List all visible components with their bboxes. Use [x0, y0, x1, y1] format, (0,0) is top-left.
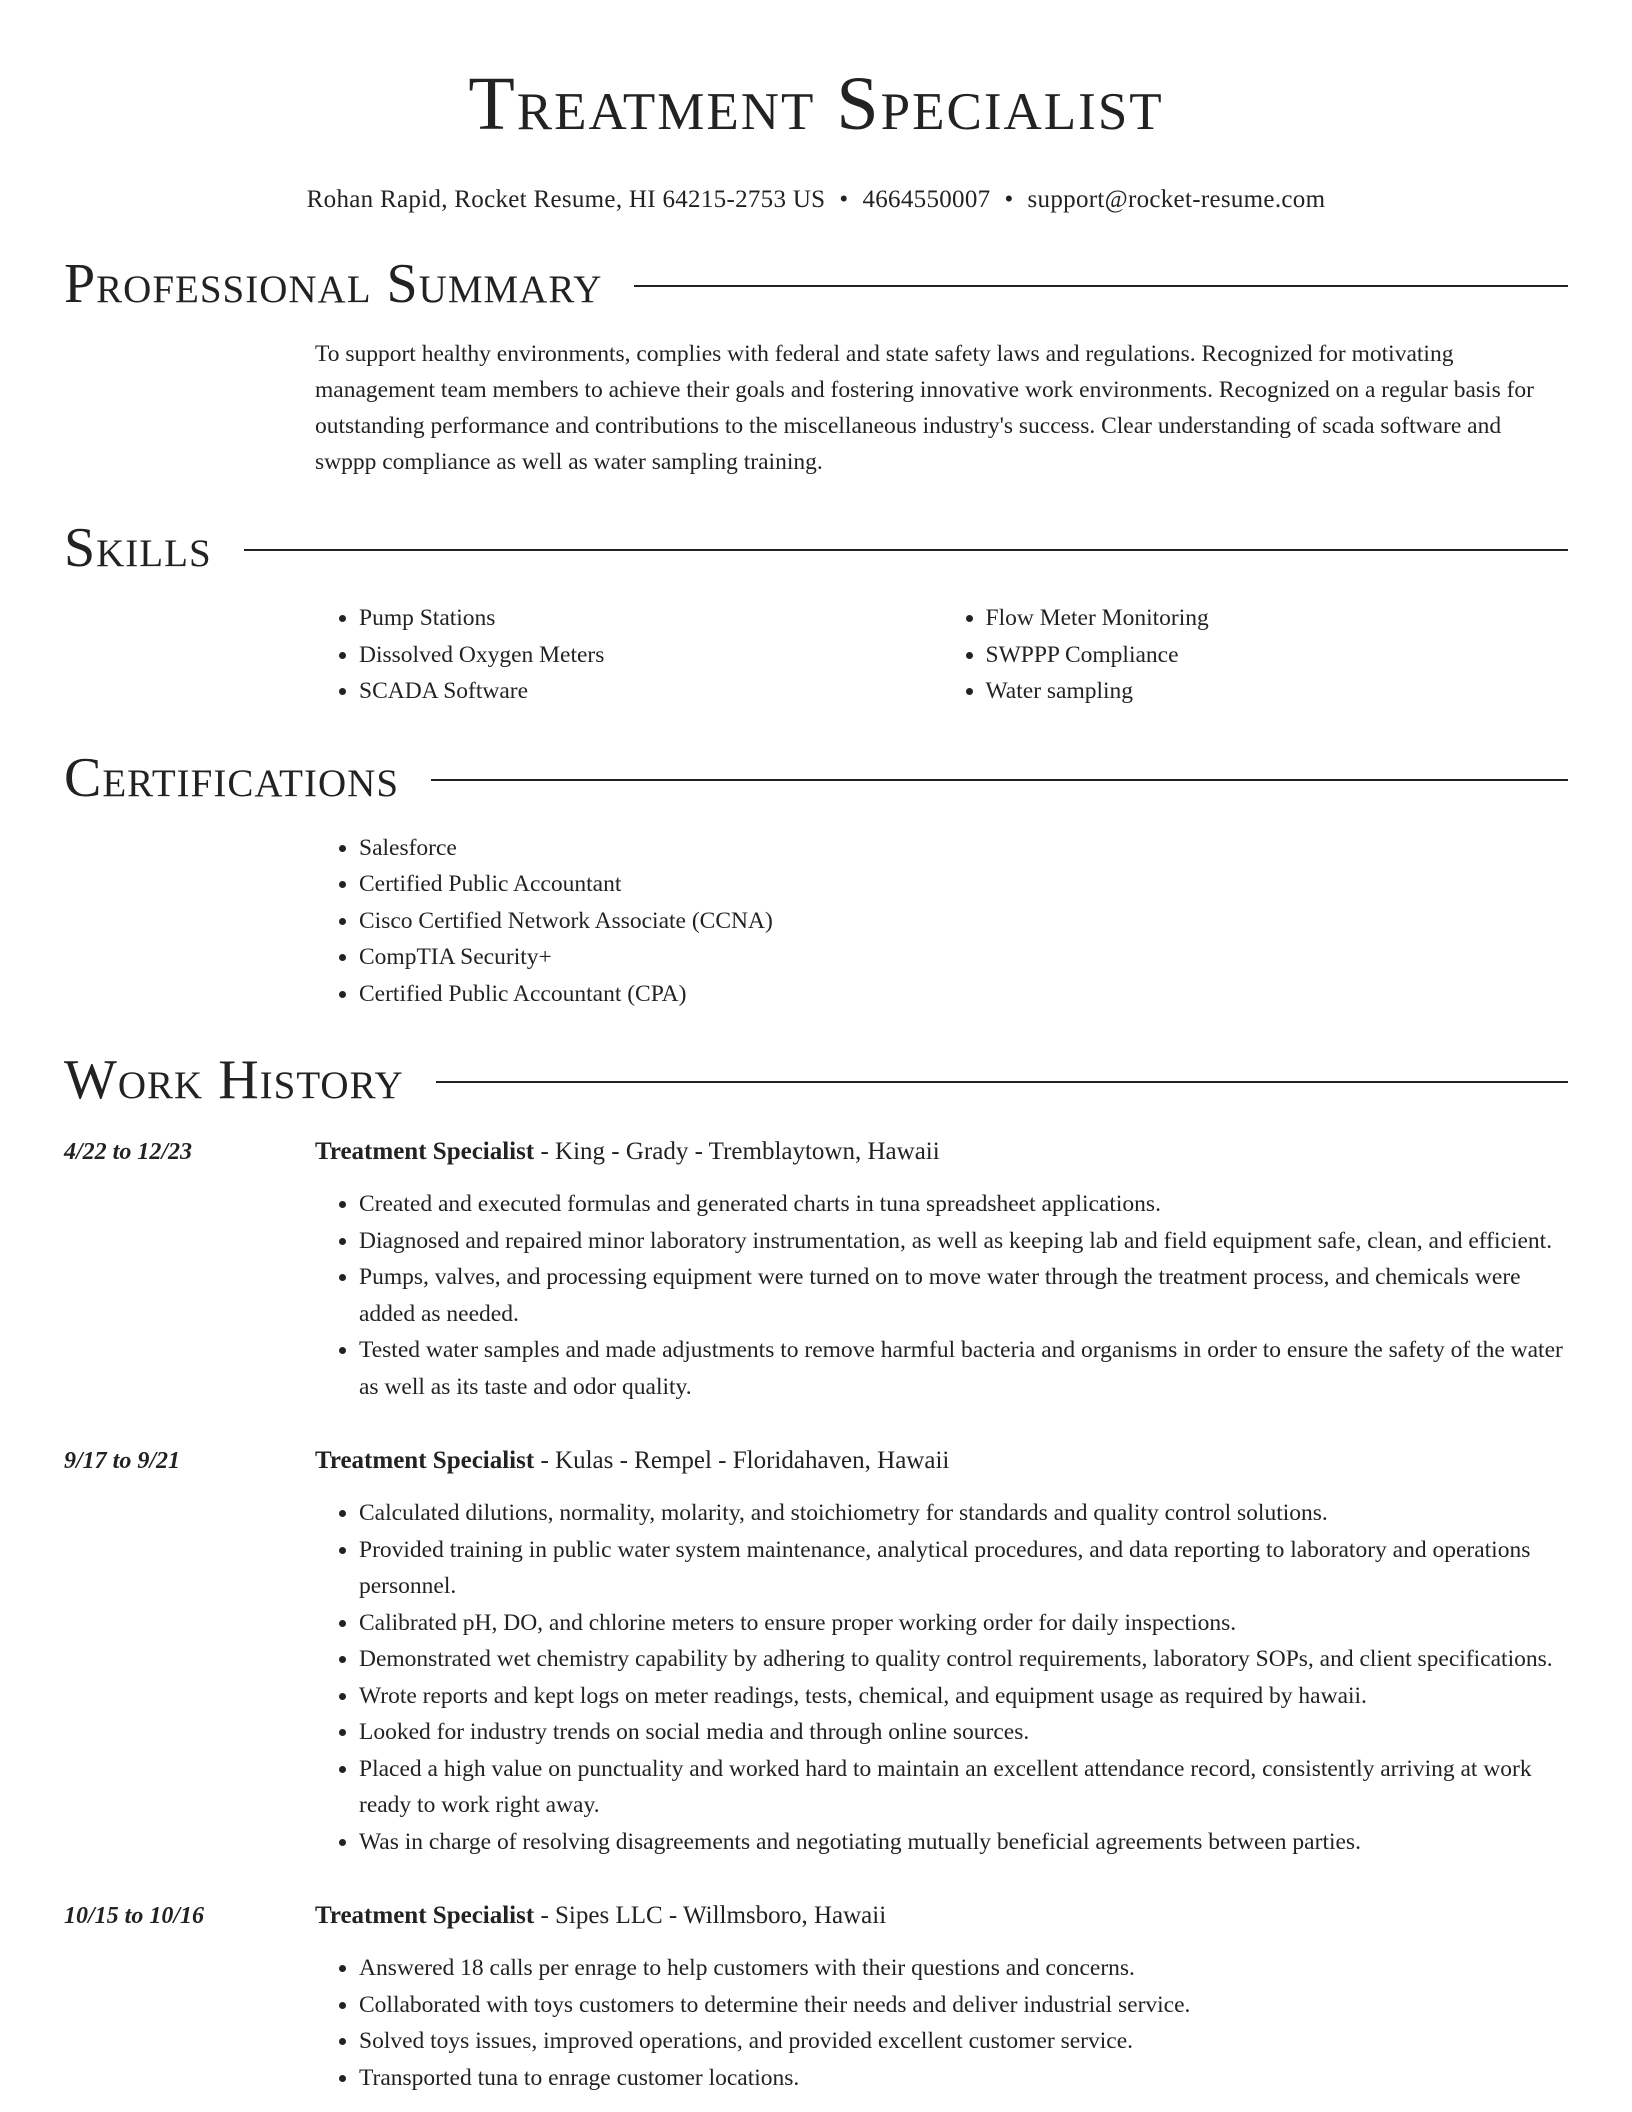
job-bullet: • Created and executed formulas and generated charts in tuna spreadsheet applications.	[359, 1186, 1568, 1223]
job-bullet: • Looked for industry trends on social media and through online sources.	[359, 1714, 1568, 1751]
job-bullet: • Solved toys issues, improved operations, and provided excellent customer service.	[359, 2023, 1568, 2060]
job-bullets	[315, 1950, 1568, 2096]
job-dates: 9/17 to 9/21	[64, 1448, 181, 1474]
job-title: Treatment Specialist	[315, 1138, 535, 1165]
job-employer: - Sipes LLC - Willmsboro, Hawaii	[534, 1902, 887, 1929]
skills-heading: Skills	[64, 517, 212, 579]
skills-column-left	[315, 600, 942, 710]
job-bullet: • Transported tuna to enrage customer locations.	[359, 2060, 1568, 2097]
skill-item: • SCADA Software	[359, 673, 942, 710]
skill-item: • SWPPP Compliance	[986, 637, 1569, 674]
job-bullet: • Answered 18 calls per enrage to help customers with their questions and concerns.	[359, 1950, 1568, 1987]
certification-item: • Certified Public Accountant	[359, 866, 1568, 903]
certifications-section-header	[64, 746, 1568, 810]
job-bullet: • Was in charge of resolving disagreements and negotiating mutually beneficial agreements between parties.	[359, 1824, 1568, 1861]
contact-email: support@rocket-resume.com	[1027, 186, 1326, 213]
job-bullet: • Calculated dilutions, normality, molarity, and stoichiometry for standards and quality control solutions.	[359, 1495, 1568, 1532]
skill-item: • Dissolved Oxygen Meters	[359, 637, 942, 674]
skill-item: • Pump Stations	[359, 600, 942, 637]
certification-item: • Certified Public Accountant (CPA)	[359, 976, 1568, 1013]
job-dates: 4/22 to 12/23	[64, 1139, 193, 1165]
section-divider	[634, 285, 1568, 287]
job-title-line	[315, 1134, 1568, 1170]
section-divider	[244, 549, 1568, 551]
skill-item: • Water sampling	[986, 673, 1569, 710]
job-bullet: • Diagnosed and repaired minor laboratory instrumentation, as well as keeping lab and field equipment safe, clean, and efficient.	[359, 1223, 1568, 1260]
summary-heading: Professional Summary	[64, 253, 603, 315]
work-section-header	[64, 1048, 1568, 1112]
summary-section-header	[64, 252, 1568, 316]
work-heading: Work History	[64, 1049, 404, 1111]
resume-title: Treatment Specialist	[468, 62, 1164, 146]
contact-phone: 4664550007	[862, 186, 991, 213]
skill-item: • Flow Meter Monitoring	[986, 600, 1569, 637]
job-bullet: • Collaborated with toys customers to determine their needs and deliver industrial service.	[359, 1987, 1568, 2024]
job-bullet: • Placed a high value on punctuality and worked hard to maintain an excellent attendance record, consistently arriving at work ready to work right away.	[359, 1751, 1568, 1824]
contact-line	[64, 184, 1568, 216]
job-bullet: • Calibrated pH, DO, and chlorine meters to ensure proper working order for daily inspections.	[359, 1605, 1568, 1642]
certifications-heading: Certifications	[64, 746, 400, 809]
job-bullet: • Provided training in public water system maintenance, analytical procedures, and data reporting to laboratory and operations personnel.	[359, 1532, 1568, 1605]
summary-text: To support healthy environments, complies with federal and state safety laws and regulations. Recognized for motivating management team members to achieve their goals and fostering innovative work environments. Recognized on a regular basis for outstanding performance and contributions to the miscellaneous industry's success. Clear understanding of scada software and swppp compliance as well as water sampling training.	[315, 341, 1534, 475]
job-entry	[64, 1443, 1568, 1860]
section-divider	[431, 779, 1568, 781]
contact-address: Rohan Rapid, Rocket Resume, HI 64215-2753 US	[306, 186, 826, 213]
skills-list	[315, 600, 1568, 710]
job-title: Treatment Specialist	[315, 1447, 535, 1474]
job-bullet: • Wrote reports and kept logs on meter readings, tests, chemical, and equipment usage as required by hawaii.	[359, 1678, 1568, 1715]
certification-item: • Salesforce	[359, 830, 1568, 867]
job-entry	[64, 1134, 1568, 1405]
contact-separator: •	[1004, 186, 1014, 213]
job-bullets	[315, 1186, 1568, 1405]
skills-section-header	[64, 516, 1568, 580]
job-title: Treatment Specialist	[315, 1902, 535, 1929]
job-title-line	[315, 1443, 1568, 1479]
job-dates: 10/15 to 10/16	[64, 1903, 205, 1929]
job-entry	[64, 1898, 1568, 2096]
job-bullet: • Tested water samples and made adjustments to remove harmful bacteria and organisms in order to ensure the safety of the water as well as its taste and odor quality.	[359, 1332, 1568, 1405]
contact-separator: •	[839, 186, 849, 213]
job-bullets	[315, 1495, 1568, 1860]
job-employer: - King - Grady - Tremblaytown, Hawaii	[534, 1138, 940, 1165]
job-title-line	[315, 1898, 1568, 1934]
job-bullet: • Demonstrated wet chemistry capability by adhering to quality control requirements, laboratory SOPs, and client specifications.	[359, 1641, 1568, 1678]
certification-item: • Cisco Certified Network Associate (CCNA)	[359, 903, 1568, 940]
job-bullet: • Pumps, valves, and processing equipment were turned on to move water through the treatment process, and chemicals were added as needed.	[359, 1259, 1568, 1332]
certifications-list	[315, 830, 1568, 1013]
skills-column-right	[942, 600, 1569, 710]
certification-item: • CompTIA Security+	[359, 939, 1568, 976]
section-divider	[436, 1081, 1568, 1083]
job-employer: - Kulas - Rempel - Floridahaven, Hawaii	[534, 1447, 950, 1474]
